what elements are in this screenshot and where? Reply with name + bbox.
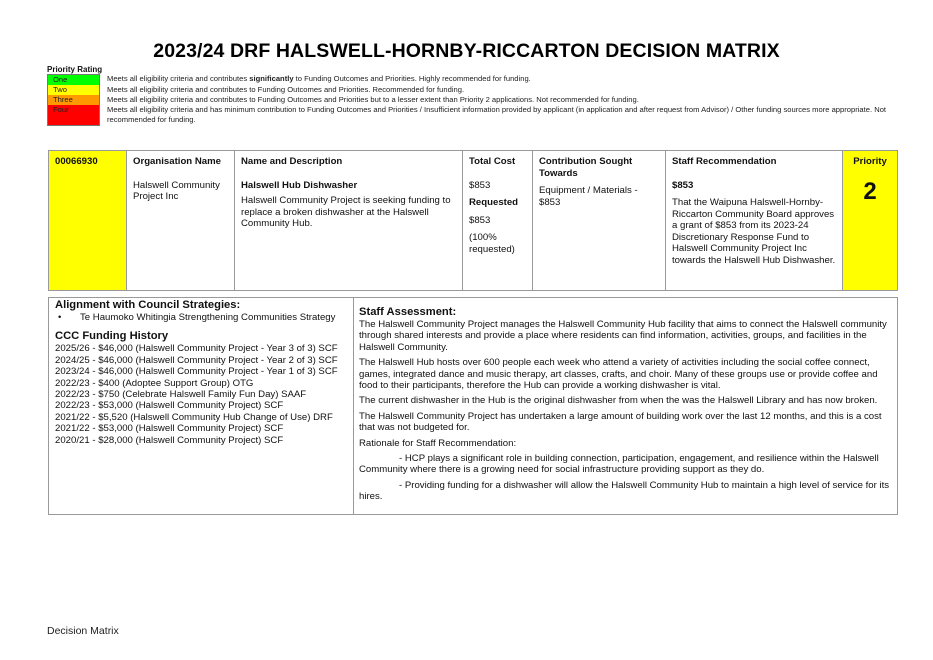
alignment-title: Alignment with Council Strategies: (55, 299, 241, 311)
priority-level-three (47, 95, 897, 105)
contribution-header: Contribution Sought Towards (539, 156, 633, 179)
priority-description: Meets all eligibility criteria and contributes significantly to Funding Outcomes and Priorities. Highly recommended for funding. (107, 74, 531, 83)
assessment-section (48, 297, 898, 515)
contribution-cell (533, 151, 666, 291)
funding-history-item: 2022/23 - $750 (Celebrate Halswell Family Fun Day) SAAF (55, 389, 307, 401)
funding-history-title: CCC Funding History (55, 330, 169, 343)
priority-rating-legend (47, 74, 897, 126)
funding-history-item: 2022/23 - $53,000 (Halswell Community Project) SCF (55, 400, 284, 412)
assessment-paragraph: The current dishwasher in the Hub is the original dishwasher from when the was the Halswell Library and has now broken. (359, 395, 878, 407)
bullet-icon: • (58, 312, 62, 323)
funding-history-list (55, 343, 347, 446)
recommended-amount: $853 (672, 179, 694, 191)
priority-description: Meets all eligibility criteria and has minimum contribution to Funding Outcomes and Priorities / Insufficient information provided by applicant (in application and after request from Advisor) / Other funding sources more appropriate. Not recommended for funding. (107, 105, 887, 124)
funding-history-item: 2023/24 - $46,000 (Halswell Community Project - Year 1 of 3) SCF (55, 366, 338, 378)
funding-history-item: 2021/22 - $53,000 (Halswell Community Project) SCF (55, 423, 284, 435)
application-table (48, 150, 898, 291)
priority-cell (843, 151, 898, 291)
priority-description: Meets all eligibility criteria and contributes to Funding Outcomes and Priorities. Recommended for funding. (107, 85, 465, 94)
requested-percent: (100% requested) (469, 232, 515, 255)
priority-header: Priority (853, 156, 887, 167)
funding-history-item: 2024/25 - $46,000 (Halswell Community Project - Year 2 of 3) SCF (55, 354, 338, 366)
funding-history-item: 2021/22 - $5,520 (Halswell Community Hub Change of Use) DRF (55, 411, 333, 423)
assessment-paragraph: The Halswell Hub hosts over 600 people each week who attend a variety of activities including the social coffee connect, games, integrated dance and music therapy, art classes, crafts, and choir. Many of these groups use or provide coffee and food to their participants, therefore the Hub can provide a working dishwasher is vital. (359, 357, 878, 392)
page-footer: Decision Matrix (47, 625, 119, 637)
staff-recommendation-header: Staff Recommendation (672, 156, 777, 167)
project-description: Halswell Community Project is seeking funding to replace a broken dishwasher at the Halswell Community Hub. (241, 195, 451, 229)
name-description-cell (235, 151, 463, 291)
rationale-item: - Providing funding for a dishwasher will allow the Halswell Community Hub to maintain a high level of service for its hires. (359, 479, 890, 503)
contribution-value: Equipment / Materials - $853 (539, 185, 638, 208)
total-cost-value: $853 (469, 179, 491, 191)
priority-swatch: One (47, 74, 100, 85)
alignment-item: • Te Haumoko Whitingia Strengthening Communities Strategy (58, 312, 336, 323)
application-row (49, 151, 898, 291)
priority-value: 2 (863, 177, 877, 205)
staff-assessment-title: Staff Assessment: (359, 306, 457, 318)
total-cost-cell (463, 151, 533, 291)
funding-history-item: 2022/23 - $400 (Adoptee Support Group) OTG (55, 377, 254, 389)
requested-label: Requested (469, 197, 519, 208)
total-cost-header: Total Cost (469, 156, 516, 167)
priority-level-two (47, 85, 897, 95)
organisation-header: Organisation Name (133, 156, 221, 167)
priority-description: Meets all eligibility criteria and contributes to Funding Outcomes and Priorities but to a lesser extent than Priority 2 applications. Not recommended for funding. (107, 95, 639, 104)
name-description-header: Name and Description (241, 156, 343, 167)
assessment-paragraph: The Halswell Community Project manages the Halswell Community Hub facility that aims to connect the Halswell community through shared interests and provide a place where residents can find information, activities, groups, and facilities in the Halswell Community. (359, 319, 887, 353)
application-id: 00066930 (49, 151, 127, 291)
priority-swatch: Four (47, 105, 100, 126)
priority-swatch: Three (47, 95, 100, 105)
organisation-cell (127, 151, 235, 291)
staff-assessment-panel (354, 298, 897, 514)
recommendation-text: That the Waipuna Halswell-Hornby-Riccarton Community Board approves a grant of $853 from its 2023-24 Discretionary Response Fund to Halswell Community Project Inc towards the Halswell Hub Dishwasher. (672, 197, 836, 266)
priority-level-one (47, 74, 897, 85)
priority-level-four (47, 105, 897, 126)
strategies-history-panel (49, 298, 354, 514)
rationale-heading: Rationale for Staff Recommendation: (359, 437, 517, 449)
staff-recommendation-cell (666, 151, 843, 291)
priority-swatch: Two (47, 85, 100, 95)
funding-history-item: 2020/21 - $28,000 (Halswell Community Project) SCF (55, 434, 284, 446)
assessment-paragraph: The Halswell Community Project has undertaken a large amount of building work over the last 12 months, and this is a cost that was not budgeted for. (359, 410, 882, 434)
funding-history-item: 2025/26 - $46,000 (Halswell Community Project - Year 3 of 3) SCF (55, 343, 338, 355)
requested-amount: $853 (469, 214, 491, 226)
priority-rating-heading: Priority Rating (47, 65, 103, 74)
organisation-name: Halswell Community Project Inc (133, 179, 220, 202)
document-title: 2023/24 DRF HALSWELL-HORNBY-RICCARTON DECISION MATRIX (153, 40, 780, 62)
rationale-item: - HCP plays a significant role in building connection, participation, engagement, and resilience within the Halswell Community where there is a growing need for social infrastructure providing support as they do. (359, 453, 879, 476)
project-name: Halswell Hub Dishwasher (241, 179, 358, 191)
